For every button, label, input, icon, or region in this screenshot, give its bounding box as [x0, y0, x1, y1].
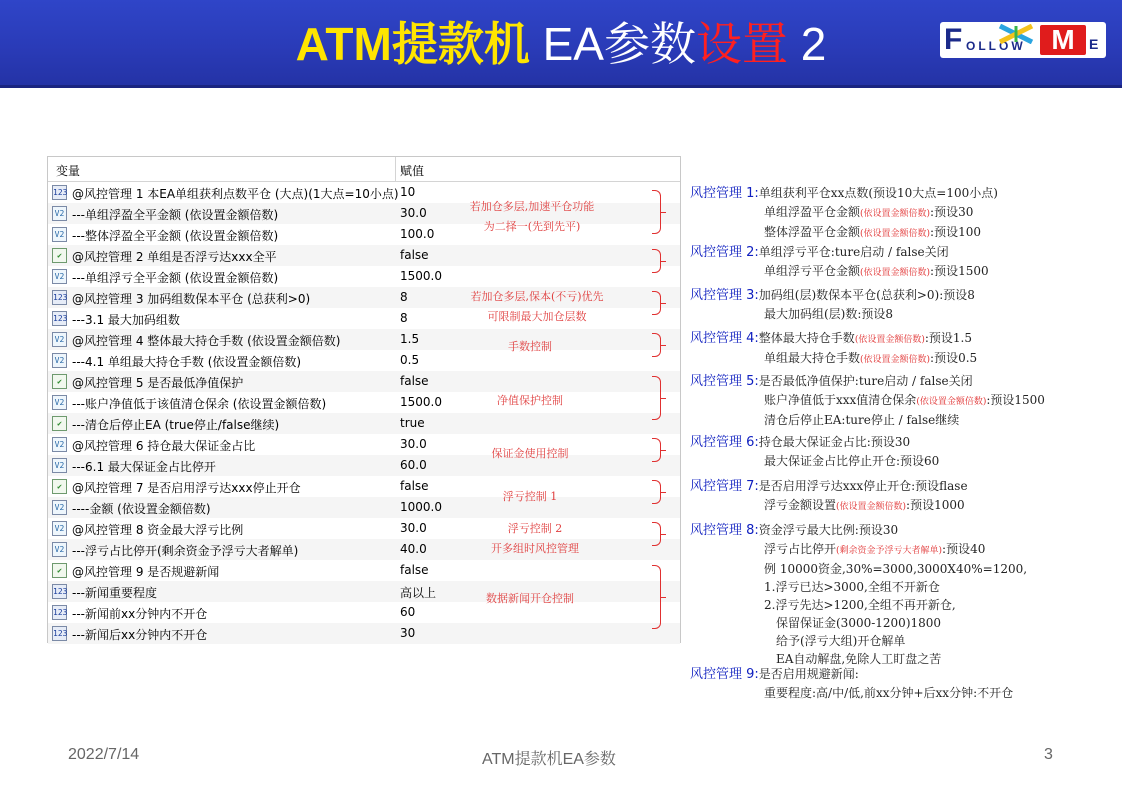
note-1-line3: 整体浮盈平仓金额	[764, 225, 861, 239]
note-5-key: 风控管理 5:	[690, 374, 759, 389]
note-8-line3: 例 10000资金,30%=3000,3000X40%=1200,	[764, 562, 1028, 576]
table-row[interactable]	[48, 266, 680, 287]
note-6	[690, 433, 939, 470]
integer-type-icon: 123	[52, 311, 67, 326]
param-value[interactable]: 60	[400, 605, 416, 619]
note-8-line2: 浮亏占比停开	[764, 542, 837, 556]
param-value[interactable]: 10	[400, 185, 416, 199]
title-part-white: EA参数	[542, 18, 696, 70]
param-name: @风控管理 5 是否最低净值保护	[72, 376, 244, 390]
bool-type-icon: ✔	[52, 563, 67, 578]
param-value[interactable]: 60.0	[400, 458, 427, 472]
note-9-line2: 重要程度:高/中/低,前xx分钟+后xx分钟:不开仓	[764, 686, 1014, 700]
table-header	[48, 157, 680, 182]
note-1-line3-end: :预设100	[930, 225, 981, 239]
footer-date: 2022/7/14	[68, 746, 140, 763]
logo-letters-ollow: OLLOW	[966, 39, 1026, 53]
annotation-2	[447, 287, 627, 327]
annotation-8: 数据新闻开仓控制	[486, 592, 574, 605]
note-3-key: 风控管理 3:	[690, 288, 759, 303]
param-value[interactable]: 30.0	[400, 206, 427, 220]
param-value[interactable]: false	[400, 248, 429, 262]
param-name: ---单组浮亏全平金额 (依设置金额倍数)	[72, 271, 279, 285]
param-name: @风控管理 7 是否启用浮亏达xxx停止开仓	[72, 481, 301, 495]
table-row[interactable]	[48, 371, 680, 392]
note-4	[690, 329, 977, 369]
note-4-line2-red: (依设置金额倍数)	[860, 355, 931, 365]
note-7-line2-red: (依设置金额倍数)	[836, 502, 907, 512]
note-2-line1: 单组浮亏平仓:ture启动 / false关闭	[758, 245, 949, 259]
param-name: @风控管理 2 单组是否浮亏达xxx全平	[72, 250, 277, 264]
param-value[interactable]: 40.0	[400, 542, 427, 556]
note-8-line2-red: (剩余资金予浮亏大者解单)	[836, 546, 943, 556]
table-row[interactable]	[48, 560, 680, 581]
table-row[interactable]	[48, 623, 680, 644]
annotation-7-line1: 浮亏控制 2	[507, 522, 563, 535]
table-row[interactable]	[48, 245, 680, 266]
note-1-key: 风控管理 1:	[690, 186, 759, 201]
title-part-number: 2	[788, 18, 827, 70]
annotation-7-line2: 开多组时风控管理	[491, 542, 579, 555]
note-6-key: 风控管理 6:	[690, 435, 759, 450]
brace-5	[652, 376, 661, 420]
note-4-line2: 单组最大持仓手数	[764, 351, 861, 365]
annotation-3: 手数控制	[508, 340, 552, 353]
param-value[interactable]: 1500.0	[400, 269, 442, 283]
brace-4	[652, 333, 661, 357]
param-value[interactable]: 8	[400, 311, 408, 325]
param-value[interactable]: 0.5	[400, 353, 420, 367]
note-3-line2: 最大加码组(层)数:预设8	[764, 307, 894, 321]
param-value[interactable]: true	[400, 416, 425, 430]
brace-6	[652, 438, 661, 462]
note-7	[690, 477, 968, 516]
note-8-line2-end: :预设40	[942, 542, 986, 556]
param-name: ---浮亏占比停开(剩余资金予浮亏大者解单)	[72, 544, 299, 558]
bool-type-icon: ✔	[52, 374, 67, 389]
followme-logo	[940, 22, 1106, 58]
note-2-line2: 单组浮亏平仓金额	[764, 264, 861, 278]
note-2-line2-red: (依设置金额倍数)	[860, 268, 931, 278]
param-name: @风控管理 4 整体最大持仓手数 (依设置金额倍数)	[72, 334, 341, 348]
annotation-1	[452, 197, 612, 237]
column-separator	[395, 157, 396, 182]
brace-8	[652, 522, 661, 546]
bool-type-icon: ✔	[52, 248, 67, 263]
table-row[interactable]	[48, 434, 680, 455]
param-name: ---新闻后xx分钟内不开仓	[72, 628, 208, 642]
param-value[interactable]: false	[400, 563, 429, 577]
param-name: @风控管理 9 是否规避新闻	[72, 565, 220, 579]
table-row[interactable]	[48, 350, 680, 371]
logo-letter-e: E	[1089, 36, 1099, 52]
note-2-key: 风控管理 2:	[690, 245, 759, 260]
double-type-icon: V2	[52, 542, 67, 557]
param-name: ---4.1 单组最大持仓手数 (依设置金额倍数)	[72, 355, 302, 369]
table-row[interactable]	[48, 476, 680, 497]
param-name: @风控管理 3 加码组数保本平仓 (总获利>0)	[72, 292, 311, 306]
param-name: ---单组浮盈全平金额 (依设置金额倍数)	[72, 208, 279, 222]
note-1-line2-end: :预设30	[930, 205, 974, 219]
note-1-line2-red: (依设置金额倍数)	[860, 209, 931, 219]
title-banner	[0, 0, 1122, 88]
param-name: @风控管理 1 本EA单组获利点数平仓 (大点)(1大点=10小点)	[72, 187, 399, 201]
integer-type-icon: 123	[52, 605, 67, 620]
note-4-key: 风控管理 4:	[690, 331, 759, 346]
page-number: 3	[1044, 746, 1053, 763]
param-name: ---3.1 最大加码组数	[72, 313, 180, 327]
annotation-7	[460, 519, 610, 559]
title-part-red: 设置	[696, 18, 788, 70]
note-6-line2: 最大保证金占比停止开仓:预设60	[764, 454, 940, 468]
note-9-key: 风控管理 9:	[690, 667, 759, 682]
double-type-icon: V2	[52, 395, 67, 410]
note-8-line1: 资金浮亏最大比例:预设30	[758, 523, 899, 537]
annotation-5: 保证金使用控制	[491, 447, 569, 460]
table-body	[48, 182, 680, 644]
annotation-1-line1: 若加仓多层,加速平仓功能	[469, 200, 595, 213]
param-name: ---新闻重要程度	[72, 586, 157, 600]
param-value[interactable]: 30.0	[400, 437, 427, 451]
param-value[interactable]: 高以上	[400, 586, 437, 600]
bool-type-icon: ✔	[52, 479, 67, 494]
note-7-line1: 是否启用浮亏达xxx停止开仓:预设flase	[758, 479, 968, 493]
brace-1	[652, 190, 661, 234]
note-7-line2: 浮亏金额设置	[764, 498, 837, 512]
param-name: @风控管理 8 资金最大浮亏比例	[72, 523, 244, 537]
integer-type-icon: 123	[52, 290, 67, 305]
note-5-line1: 是否最低净值保护:ture启动 / false关闭	[758, 374, 973, 388]
integer-type-icon: 123	[52, 584, 67, 599]
annotation-1-line2: 为二择一(先到先平)	[483, 220, 581, 233]
param-value[interactable]: 1000.0	[400, 500, 442, 514]
bool-type-icon: ✔	[52, 416, 67, 431]
param-name: ---整体浮盈全平金额 (依设置金额倍数)	[72, 229, 279, 243]
table-row[interactable]	[48, 392, 680, 413]
note-1-line3-red: (依设置金额倍数)	[860, 229, 931, 239]
note-9-line1: 是否启用规避新闻:	[758, 667, 859, 681]
double-type-icon: V2	[52, 269, 67, 284]
param-value[interactable]: 30.0	[400, 521, 427, 535]
annotation-4: 净值保护控制	[497, 394, 563, 407]
annotation-2-line1: 若加仓多层,保本(不亏)优先	[470, 290, 604, 303]
note-3-line1: 加码组(层)数保本平仓(总获利>0):预设8	[758, 288, 975, 302]
table-row[interactable]	[48, 497, 680, 518]
note-4-line1-end: :预设1.5	[924, 331, 972, 345]
note-8-line7: 给予(浮亏大组)开仓解单	[776, 634, 906, 648]
footer-title: ATM提款机EA参数	[482, 751, 616, 768]
note-9	[690, 665, 1013, 702]
note-5-line2-red: (依设置金额倍数)	[916, 397, 987, 407]
double-type-icon: V2	[52, 521, 67, 536]
param-value[interactable]: 8	[400, 290, 408, 304]
table-row[interactable]	[48, 455, 680, 476]
param-name: @风控管理 6 持仓最大保证金占比	[72, 439, 256, 453]
param-value[interactable]: false	[400, 374, 429, 388]
table-row[interactable]	[48, 329, 680, 350]
note-5-line2-end: :预设1500	[986, 393, 1045, 407]
note-8-line8: EA自动解盘,免除人工盯盘之苦	[776, 652, 942, 666]
integer-type-icon: 123	[52, 185, 67, 200]
double-type-icon: V2	[52, 500, 67, 515]
note-3	[690, 286, 975, 323]
param-name: ---6.1 最大保证金占比停开	[72, 460, 216, 474]
note-6-line1: 持仓最大保证金占比:预设30	[758, 435, 911, 449]
note-1	[690, 184, 998, 243]
param-value[interactable]: 100.0	[400, 227, 435, 241]
param-name: ----金额 (依设置金额倍数)	[72, 502, 211, 516]
note-8-key: 风控管理 8:	[690, 523, 759, 538]
note-1-line1: 单组获利平仓xx点数(预设10大点=100小点)	[758, 186, 998, 200]
note-2-line2-end: :预设1500	[930, 264, 989, 278]
note-8-line4: 1.浮亏已达>3000,全组不开新仓	[764, 580, 940, 594]
brace-7	[652, 480, 661, 504]
param-value[interactable]: false	[400, 479, 429, 493]
param-value[interactable]: 1500.0	[400, 395, 442, 409]
table-row[interactable]	[48, 413, 680, 434]
title-part-yellow: ATM提款机	[295, 18, 543, 70]
double-type-icon: V2	[52, 227, 67, 242]
note-4-line1: 整体最大持仓手数	[758, 331, 855, 345]
note-5-line3: 清仓后停止EA:ture停止 / false继续	[764, 413, 960, 427]
double-type-icon: V2	[52, 458, 67, 473]
double-type-icon: V2	[52, 332, 67, 347]
integer-type-icon: 123	[52, 626, 67, 641]
annotation-2-line2: 可限制最大加仓层数	[487, 310, 587, 323]
note-4-line1-red: (依设置金额倍数)	[854, 335, 925, 345]
column-header-value: 赋值	[400, 164, 425, 178]
note-8	[690, 521, 1027, 668]
note-7-key: 风控管理 7:	[690, 479, 759, 494]
logo-x-icon	[996, 24, 1036, 44]
double-type-icon: V2	[52, 206, 67, 221]
logo-letter-m: M	[1040, 25, 1086, 55]
note-8-line5: 2.浮亏先达>1200,全组不再开新仓,	[764, 598, 956, 612]
column-header-variable: 变量	[56, 164, 81, 178]
brace-9	[652, 565, 661, 629]
note-5	[690, 372, 1045, 429]
note-5-line2: 账户净值低于xxx值清仓保余	[764, 393, 917, 407]
double-type-icon: V2	[52, 353, 67, 368]
note-1-line2: 单组浮盈平仓金额	[764, 205, 861, 219]
param-name: ---新闻前xx分钟内不开仓	[72, 607, 208, 621]
param-value[interactable]: 30	[400, 626, 416, 640]
note-8-line6: 保留保证金(3000-1200)1800	[776, 616, 942, 630]
double-type-icon: V2	[52, 437, 67, 452]
param-value[interactable]: 1.5	[400, 332, 420, 346]
note-7-line2-end: :预设1000	[906, 498, 965, 512]
param-name: ---账户净值低于该值清仓保余 (依设置金额倍数)	[72, 397, 327, 411]
note-2	[690, 243, 989, 282]
param-name: ---清仓后停止EA (true停止/false继续)	[72, 418, 280, 432]
logo-letter-f: F	[944, 23, 963, 56]
brace-2	[652, 249, 661, 273]
annotation-6: 浮亏控制 1	[502, 490, 558, 503]
brace-3	[652, 291, 661, 315]
note-4-line2-end: :预设0.5	[930, 351, 978, 365]
